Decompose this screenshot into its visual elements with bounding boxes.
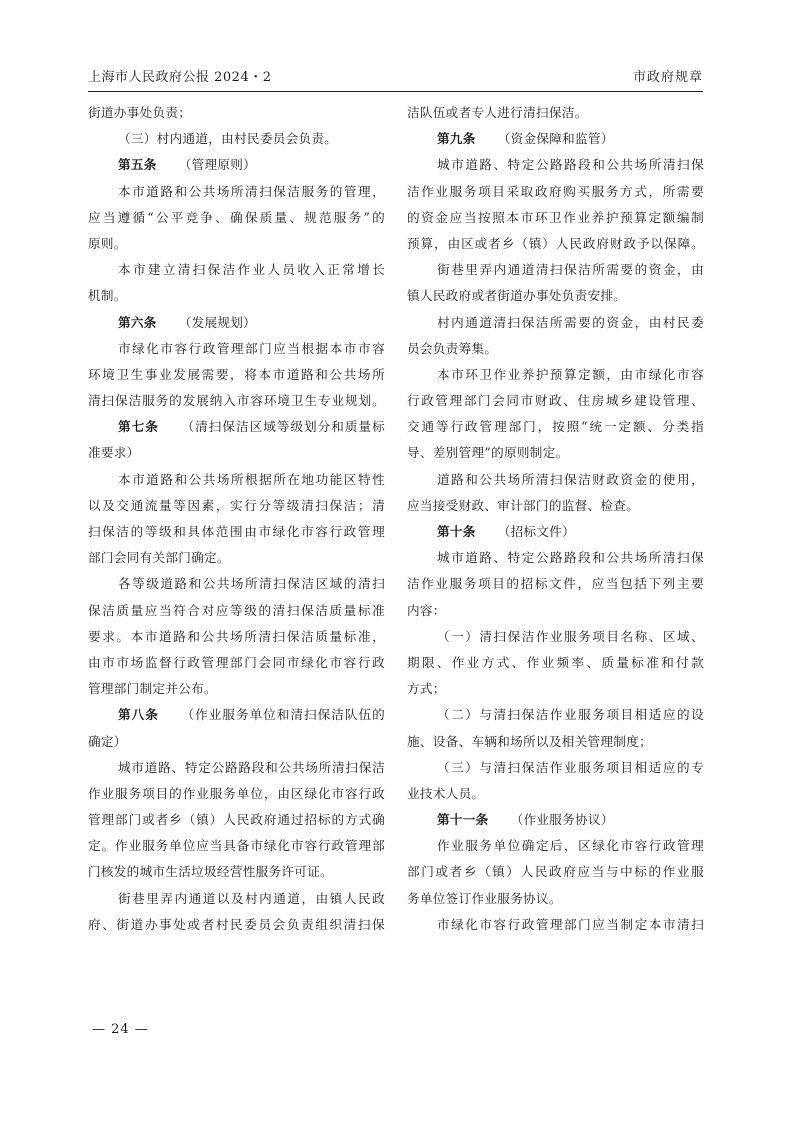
line-text: 以及交通流量等因素，实行分等级清扫保洁；清 bbox=[88, 497, 385, 513]
line-text: 确定） bbox=[88, 733, 127, 749]
line-text: （二）与清扫保洁作业服务项目相适应的设 bbox=[437, 707, 704, 723]
text-line bbox=[407, 676, 704, 702]
text-line bbox=[88, 283, 385, 309]
text-line bbox=[407, 545, 704, 571]
line-text: 预算，由区或者乡（镇）人民政府财政予以保障。 bbox=[407, 235, 704, 251]
text-line bbox=[88, 598, 385, 624]
article-number: 第五条 bbox=[118, 157, 157, 173]
text-line bbox=[88, 179, 385, 205]
text-line bbox=[88, 676, 385, 702]
text-line bbox=[407, 571, 704, 597]
text-line bbox=[407, 624, 704, 650]
text-line bbox=[88, 388, 385, 414]
header-section-title: 市政府规章 bbox=[632, 70, 703, 85]
line-text: 保洁质量应当符合对应等级的清扫保洁质量标准 bbox=[88, 602, 385, 618]
line-text: 机制。 bbox=[88, 288, 127, 304]
line-text: 内容： bbox=[407, 602, 446, 618]
left-text-column bbox=[88, 100, 385, 938]
line-text: 本市建立清扫保洁作业人员收入正常增长 bbox=[118, 262, 385, 278]
line-text: （一）清扫保洁作业服务项目名称、区域、 bbox=[437, 628, 704, 644]
text-line bbox=[407, 179, 704, 205]
line-text: 清扫保洁服务的发展纳入市容环境卫生专业规划。 bbox=[88, 393, 385, 409]
text-line bbox=[88, 231, 385, 257]
text-line bbox=[407, 414, 704, 440]
text-line bbox=[88, 833, 385, 859]
line-text: 城市道路、特定公路路段和公共场所清扫保洁 bbox=[118, 759, 385, 775]
line-text: 导、差别管理”的原则制定。 bbox=[407, 445, 569, 461]
line-text: 作业服务项目的作业服务单位，由区绿化市容行政 bbox=[88, 785, 385, 801]
text-line bbox=[88, 205, 385, 231]
text-line bbox=[88, 257, 385, 283]
text-line bbox=[88, 493, 385, 519]
text-line bbox=[88, 571, 385, 597]
article-heading-line bbox=[88, 152, 385, 178]
text-line bbox=[407, 231, 704, 257]
text-line bbox=[88, 545, 385, 571]
text-line bbox=[407, 859, 704, 885]
line-text: 施、设备、车辆和场所以及相关管理制度； bbox=[407, 733, 652, 749]
text-line bbox=[88, 519, 385, 545]
line-text: 方式； bbox=[407, 681, 446, 697]
text-line bbox=[88, 336, 385, 362]
text-line bbox=[407, 283, 704, 309]
article-title: （招标文件） bbox=[497, 524, 576, 539]
line-text: 管理部门或者乡（镇）人民政府通过招标的方式确 bbox=[88, 812, 385, 828]
line-text: 行政管理部门会同市财政、住房城乡建设管理、 bbox=[407, 393, 704, 409]
line-text: 交通等行政管理部门，按照“统一定额、分类指 bbox=[407, 419, 704, 435]
article-number: 第七条 bbox=[118, 419, 159, 435]
text-line bbox=[407, 467, 704, 493]
text-line bbox=[88, 729, 385, 755]
line-text: （三）与清扫保洁作业服务项目相适应的专 bbox=[437, 759, 704, 775]
line-text: 的资金应当按照本市环卫作业养护预算定额编制 bbox=[407, 209, 704, 225]
line-text: 定。作业服务单位应当具备市绿化市容行政管理部 bbox=[88, 838, 385, 854]
text-line bbox=[88, 126, 385, 152]
text-line bbox=[407, 702, 704, 728]
article-number: 第十条 bbox=[437, 524, 476, 539]
line-text: 由市市场监督行政管理部门会同市绿化市容行政 bbox=[88, 654, 385, 670]
text-line bbox=[88, 467, 385, 493]
page-number: — 24 — bbox=[92, 1022, 149, 1037]
text-line bbox=[407, 336, 704, 362]
text-line bbox=[407, 729, 704, 755]
article-heading-line bbox=[407, 126, 704, 152]
line-text: 业技术人员。 bbox=[407, 785, 485, 801]
text-line bbox=[407, 598, 704, 624]
article-title: （作业服务协议） bbox=[510, 812, 614, 828]
text-line bbox=[88, 859, 385, 885]
line-text: 管理部门制定并公布。 bbox=[88, 681, 217, 697]
line-text: 道路和公共场所清扫保洁财政资金的使用， bbox=[437, 471, 704, 487]
line-text: 市绿化市容行政管理部门应当根据本市市容 bbox=[118, 340, 385, 356]
line-text: 府、街道办事处或者村民委员会负责组织清扫保 bbox=[88, 916, 385, 932]
text-line bbox=[407, 493, 704, 519]
article-number: 第六条 bbox=[118, 314, 157, 330]
line-text: 环境卫生事业发展需要，将本市道路和公共场所 bbox=[88, 366, 385, 382]
article-title: （作业服务单位和清扫保洁队伍的 bbox=[180, 707, 385, 723]
line-text: 各等级道路和公共场所清扫保洁区域的清扫 bbox=[118, 576, 385, 592]
article-title: （发展规划） bbox=[178, 314, 257, 330]
text-line bbox=[407, 440, 704, 466]
text-line bbox=[407, 362, 704, 388]
article-number: 第九条 bbox=[437, 131, 476, 147]
header-divider bbox=[88, 91, 703, 92]
text-line bbox=[407, 886, 704, 912]
text-line bbox=[407, 257, 704, 283]
line-text: 门核发的城市生活垃圾经营性服务许可证。 bbox=[88, 864, 333, 880]
text-line bbox=[407, 912, 704, 938]
article-title: （清扫保洁区域等级划分和质量标 bbox=[180, 419, 385, 435]
line-text: 洁作业服务项目采取政府购买服务方式，所需要 bbox=[407, 183, 704, 199]
line-text: 城市道路、特定公路路段和公共场所清扫保 bbox=[437, 550, 704, 566]
right-text-column bbox=[407, 100, 704, 938]
article-heading-line bbox=[88, 414, 385, 440]
article-title: （管理原则） bbox=[178, 157, 257, 173]
line-text: 市绿化市容行政管理部门应当制定本市清扫 bbox=[437, 916, 704, 932]
line-text: 部门会同有关部门确定。 bbox=[88, 550, 230, 566]
text-line bbox=[407, 310, 704, 336]
line-text: 本市道路和公共场所根据所在地功能区特性 bbox=[118, 471, 385, 487]
article-heading-line bbox=[407, 519, 704, 545]
text-line bbox=[88, 886, 385, 912]
text-line bbox=[88, 912, 385, 938]
line-text: 本市道路和公共场所清扫保洁服务的管理， bbox=[118, 183, 385, 199]
text-line bbox=[88, 440, 385, 466]
line-text: 城市道路、特定公路路段和公共场所清扫保 bbox=[437, 157, 704, 173]
line-text: 原则。 bbox=[88, 235, 127, 251]
article-title: （资金保障和监管） bbox=[497, 131, 614, 147]
line-text: 员会负责筹集。 bbox=[407, 340, 498, 356]
article-heading-line bbox=[407, 807, 704, 833]
text-line bbox=[407, 205, 704, 231]
text-line bbox=[407, 833, 704, 859]
text-line bbox=[88, 807, 385, 833]
line-text: 要求。本市道路和公共场所清扫保洁质量标准， bbox=[88, 628, 385, 644]
line-text: 作业服务单位确定后，区绿化市容行政管理 bbox=[437, 838, 704, 854]
text-line bbox=[407, 100, 704, 126]
line-text: 洁作业服务项目的招标文件，应当包括下列主要 bbox=[407, 576, 704, 592]
text-line bbox=[407, 388, 704, 414]
line-text: 应当接受财政、审计部门的监督、检查。 bbox=[407, 497, 640, 513]
article-heading-line bbox=[88, 702, 385, 728]
text-line bbox=[88, 100, 385, 126]
text-line bbox=[407, 781, 704, 807]
line-text: 镇人民政府或者街道办事处负责安排。 bbox=[407, 288, 627, 304]
line-text: 本市环卫作业养护预算定额，由市绿化市容 bbox=[437, 366, 704, 382]
line-text: 村内通道清扫保洁所需要的资金，由村民委 bbox=[437, 314, 704, 330]
line-text: 洁队伍或者专人进行清扫保洁。 bbox=[407, 105, 588, 120]
article-heading-line bbox=[88, 310, 385, 336]
line-text: 街道办事处负责； bbox=[88, 105, 192, 120]
text-line bbox=[88, 781, 385, 807]
line-text: （三）村内通道，由村民委员会负责。 bbox=[118, 131, 338, 147]
article-number: 第十一条 bbox=[437, 812, 489, 828]
line-text: 扫保洁的等级和具体范围由市绿化市容行政管理 bbox=[88, 524, 385, 539]
text-line bbox=[407, 152, 704, 178]
line-text: 期限、作业方式、作业频率、质量标准和付款 bbox=[407, 654, 704, 670]
article-number: 第八条 bbox=[118, 707, 159, 723]
line-text: 准要求） bbox=[88, 445, 140, 461]
text-line bbox=[88, 362, 385, 388]
line-text: 应当遵循“公平竞争、确保质量、规范服务”的 bbox=[88, 209, 385, 225]
line-text: 部门或者乡（镇）人民政府应当与中标的作业服 bbox=[407, 864, 704, 880]
header-publication-title: 上海市人民政府公报 2024・2 bbox=[88, 70, 272, 85]
text-line bbox=[407, 755, 704, 781]
line-text: 街巷里弄内通道以及村内通道，由镇人民政 bbox=[118, 890, 385, 906]
text-line bbox=[88, 650, 385, 676]
text-line bbox=[88, 755, 385, 781]
text-line bbox=[88, 624, 385, 650]
text-line bbox=[407, 650, 704, 676]
line-text: 街巷里弄内通道清扫保洁所需要的资金，由 bbox=[437, 262, 704, 278]
line-text: 务单位签订作业服务协议。 bbox=[407, 890, 562, 906]
